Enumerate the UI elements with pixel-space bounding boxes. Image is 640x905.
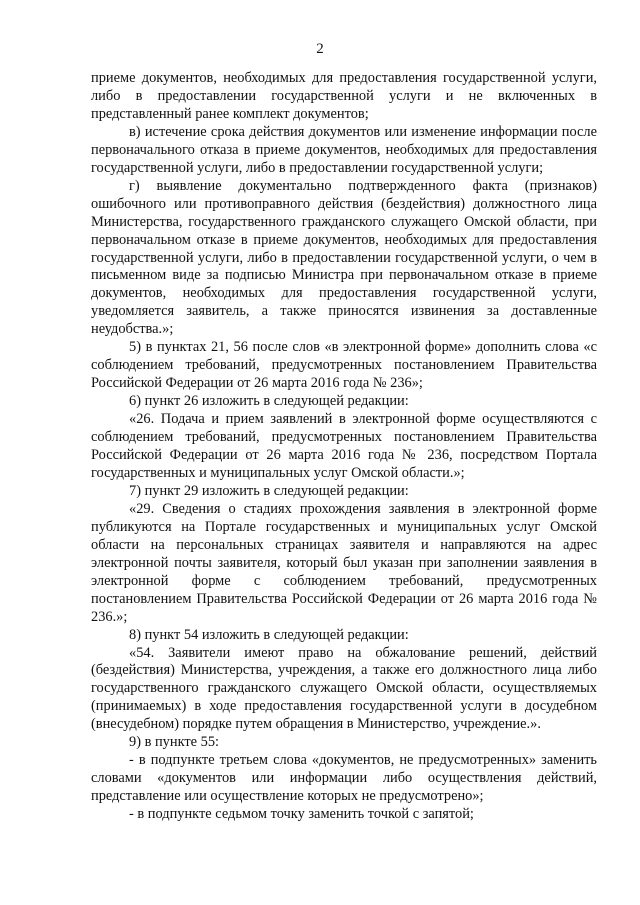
paragraph: приеме документов, необходимых для предоставления государственной услуги, либо в предоставлении государственной услуги и не включенных в представленный ранее комплект документов; — [91, 70, 597, 122]
document-body — [91, 70, 597, 824]
page-number: 2 — [316, 41, 324, 57]
paragraph: 7) пункт 29 изложить в следующей редакции: — [129, 482, 409, 499]
paragraph: «29. Сведения о стадиях прохождения заявления в электронной форме публикуются на Портале государственных и муниципальных услуг Омской области на персональных страницах заявителя и направляются на адрес электронной почты заявителя, который был указан при заполнении заявления в электронной форме с соблюдением требований, предусмотренных постановлением Правительства Российской Федерации от 26 марта 2016 года № 236.»; — [91, 500, 597, 625]
paragraph: - в подпункте седьмом точку заменить точкой с запятой; — [129, 806, 474, 823]
paragraph: «54. Заявители имеют право на обжалование решений, действий (бездействия) Министерства, учреждения, а также его должностного лица либо государственного гражданского служащего Омской области, осуществляемых (принимаемых) в ходе предоставления государственной услуги в досудебном (внесудебном) порядке путем обращения в Министерство, учреждение.». — [91, 644, 597, 733]
paragraph: в) истечение срока действия документов или изменение информации после первоначального отказа в приеме документов, необходимых для предоставления государственной услуги, либо в предоставлении государственной услуги; — [91, 123, 597, 176]
paragraph: г) выявление документально подтвержденного факта (признаков) ошибочного или противоправного действия (бездействия) должностного лица Министерства, государственного гражданского служащего Омской области, при первоначальном отказе в приеме документов, необходимых для предоставления государственной услуги, либо в предоставлении государственной услуги, о чем в письменном виде за подписью Министра при первоначальном отказе в приеме документов, необходимых для предоставления государственной услуги, уведомляется заявитель, а также приносятся извинения за доставленные неудобства.»; — [91, 177, 597, 338]
paragraph: 9) в пункте 55: — [129, 734, 220, 751]
paragraph: «26. Подача и прием заявлений в электронной форме осуществляются с соблюдением требований, предусмотренных постановлением Правительства Российской Федерации от 26 марта 2016 года № 236, посредством Портала государственных и муниципальных услуг Омской области.»; — [91, 411, 597, 481]
paragraph: 5) в пунктах 21, 56 после слов «в электронной форме» дополнить слова «с соблюдением требований, предусмотренных постановлением Правительства Российской Федерации от 26 марта 2016 года № 236»; — [91, 339, 597, 392]
paragraph: - в подпункте третьем слова «документов, не предусмотренных» заменить словами «документов или информации либо осуществления действий, представление или осуществление которых не предусмотрено»; — [91, 752, 597, 805]
paragraph: 6) пункт 26 изложить в следующей редакции: — [129, 393, 409, 410]
paragraph: 8) пункт 54 изложить в следующей редакции: — [129, 626, 409, 643]
